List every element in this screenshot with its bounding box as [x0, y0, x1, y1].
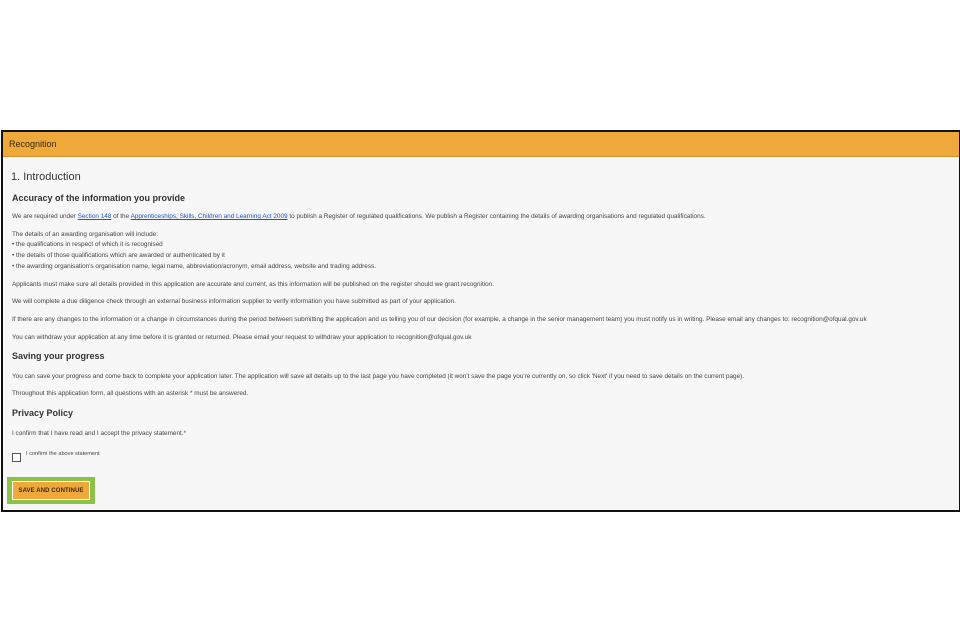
accuracy-paragraph-4: We will complete a due diligence check through an external business information supplier to verify information you have submitted as part of your application.	[12, 298, 456, 305]
act-2009-link[interactable]: Apprenticeships, Skills, Children and Learning Act 2009	[130, 213, 288, 220]
accuracy-paragraph-1	[12, 212, 706, 223]
list-item: • the awarding organisation's organisation name, legal name, abbreviation/acronym, email address, website and trading address.	[12, 263, 377, 270]
panel-content	[3, 171, 959, 183]
text-fragment: We are required under	[12, 213, 78, 220]
privacy-heading: Privacy Policy	[12, 408, 74, 418]
accuracy-paragraph-5: If there are any changes to the information or a change in circumstances during the period between submitting the application and us telling you of our decision (for example, a change in the senior management team) you must notify us in writing. Please email any changes to: recognition@ofqual.gov.uk	[12, 316, 867, 323]
details-list-intro: The details of an awarding organisation will include:	[12, 231, 159, 238]
text-fragment: of the	[111, 213, 131, 220]
accuracy-heading: Accuracy of the information you provide	[12, 193, 186, 203]
privacy-confirm-checkbox[interactable]	[12, 453, 21, 462]
save-button-highlight	[7, 477, 95, 504]
save-and-continue-button[interactable]: SAVE AND CONTINUE	[12, 481, 90, 500]
accuracy-paragraph-6: You can withdraw your application at any time before it is granted or returned. Please email your request to withdraw your application to recognition@ofqual.gov.uk	[12, 334, 472, 341]
panel-title: Recognition	[9, 139, 57, 149]
recognition-panel	[1, 130, 960, 512]
privacy-confirm-label: I confirm the above statement	[26, 451, 100, 457]
list-item: • the details of those qualifications which are awarded or authenticated by it	[12, 252, 225, 259]
saving-paragraph-2: Throughout this application form, all questions with an asterisk * must be answered.	[12, 390, 249, 397]
privacy-paragraph: I confirm that I have read and I accept the privacy statement.*	[12, 430, 187, 437]
panel-header	[3, 132, 959, 157]
text-fragment: to publish a Register of regulated qualifications. We publish a Register containing the details of awarding organisations and regulated qualifications.	[287, 213, 706, 220]
section-148-link[interactable]: Section 148	[77, 213, 112, 220]
saving-paragraph-1: You can save your progress and come back to complete your application later. The application will save all details up to the last page you have completed (it won't save the page you're currently on, so click 'Next' if you need to save details on the current page).	[12, 373, 745, 380]
saving-heading: Saving your progress	[12, 351, 105, 361]
page-heading: 1. Introduction	[11, 171, 81, 183]
list-item: • the qualifications in respect of which it is recognised	[12, 241, 163, 248]
accuracy-paragraph-3: Applicants must make sure all details provided in this application are accurate and current, as this information will be published on the register should we grant recognition.	[12, 281, 495, 288]
